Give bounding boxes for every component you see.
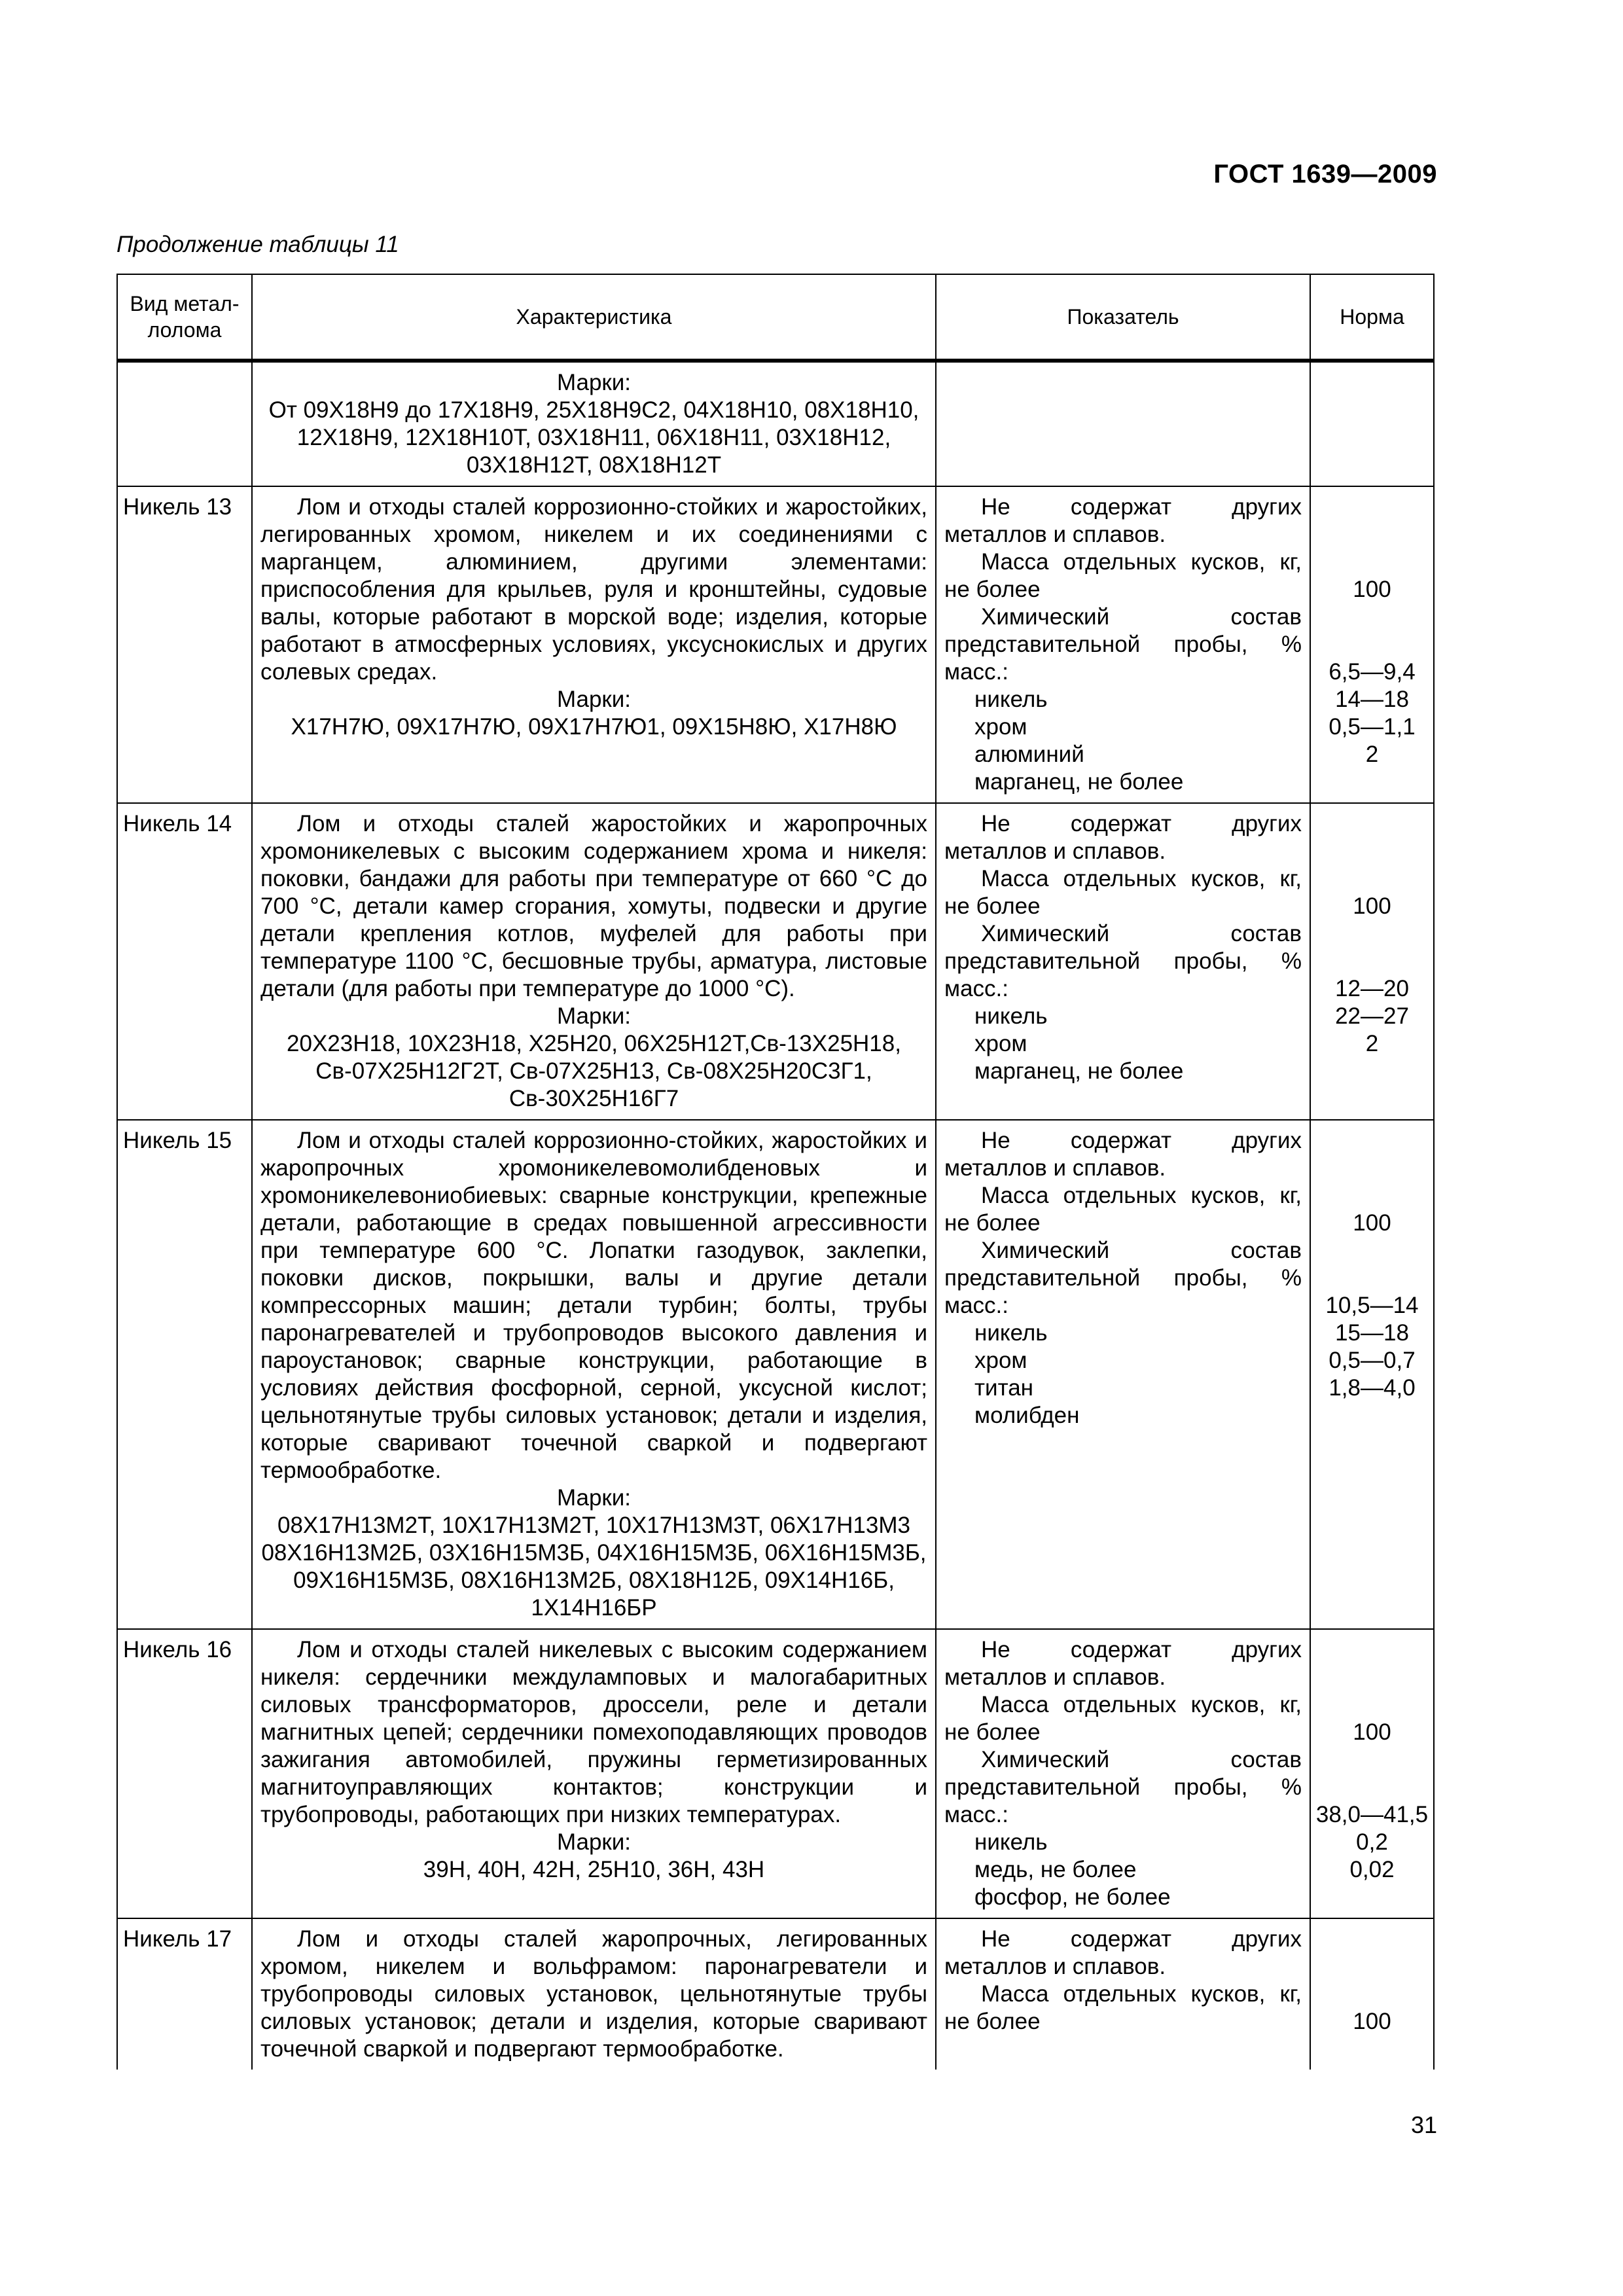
indicator-mass: Масса отдельных кусков, кг, не более	[944, 1981, 1302, 2034]
row-description: Лом и отходы сталей жаропрочных, легированных хромом, никелем и вольфрамом: паронагреватели и трубопроводы силовых установок, цельнотянутые трубы силовых установок; детали и изделия, которые сваривают точечной сваркой и подвергают термообработке.	[260, 1926, 927, 2062]
indicator-chem-composition: Химический состав представительной пробы, % масс.:	[944, 1238, 1302, 1318]
row-characteristic	[252, 486, 936, 803]
table-row	[117, 1629, 1434, 1918]
norm-element: 0,02	[1349, 1857, 1395, 1882]
norm-mass: 100	[1353, 2009, 1391, 2034]
element-name: никель	[974, 1003, 1048, 1029]
indicator-no-other-metals: Не содержат других металлов и сплавов.	[944, 1128, 1302, 1181]
norm-element: 1,8—4,0	[1329, 1375, 1416, 1401]
header-norm: Норма	[1310, 274, 1434, 361]
indicator-chem-composition: Химический состав представительной пробы, % масс.:	[944, 1747, 1302, 1827]
row-norm	[1310, 361, 1434, 486]
indicator-no-other-metals: Не содержат других металлов и сплавов.	[944, 1926, 1302, 1979]
row-description: Лом и отходы сталей коррозионно-стойких, жаростойких и жаропрочных хромоникелевомолибденовых и хромоникелевониобиевых: сварные конструкции, крепежные детали, работающие в средах повышенной агрессивности при температуре 600 °С. Лопатки газодувок, заклепки, поковки дисков, покрышки, валы и другие детали компрессорных машин; детали турбин; болты, трубы паронагревателей и трубопроводов высокого давления и пароустановок; сварные конструкции, работающие в условиях действия фосфорной, серной, уксусной кислот; цельнотянутые трубы силовых установок; детали и изделия, которые сваривают точечной сваркой и подвергают термообработке.	[260, 1128, 927, 1483]
table-header-row	[117, 274, 1434, 361]
marks-list: 08Х17Н13М2Т, 10Х17Н13М2Т, 10Х17Н13М3Т, 06Х17Н13М3 08Х16Н13М2Б, 03Х16Н15М3Б, 04Х16Н15М3Б, 06Х16Н15М3Б, 09Х16Н15М3Б, 08Х16Н13М2Б, 08Х18Н12Б, 09Х14Н16Б, 1Х14Н16БР	[261, 1513, 927, 1621]
norm-element: 0,5—1,1	[1329, 714, 1416, 740]
row-indicator	[936, 1629, 1310, 1918]
norm-element: 14—18	[1335, 687, 1409, 712]
row-norm	[1310, 1918, 1434, 2070]
row-kind: Никель 14	[117, 803, 252, 1120]
table-row	[117, 486, 1434, 803]
norm-element: 2	[1365, 1031, 1379, 1056]
row-description: Лом и отходы сталей коррозионно-стойких и жаростойких, легированных хромом, никелем и их соединениями с марганцем, алюминием, другими элементами: приспособления для крыльев, руля и кронштейны, судовые валы, которые работают в морской воде; изделия, которые работают в атмосферных условиях, уксуснокислых и других солевых средах.	[260, 494, 927, 685]
norm-mass: 100	[1353, 577, 1391, 602]
indicator-no-other-metals: Не содержат других металлов и сплавов.	[944, 811, 1302, 864]
indicator-no-other-metals: Не содержат других металлов и сплавов.	[944, 1637, 1302, 1690]
row-norm	[1310, 486, 1434, 803]
indicator-mass: Масса отдельных кусков, кг, не более	[944, 866, 1302, 919]
indicator-no-other-metals: Не содержат других металлов и сплавов.	[944, 494, 1302, 547]
element-name: хром	[974, 1031, 1027, 1056]
row-indicator	[936, 803, 1310, 1120]
header-indicator: Показатель	[936, 274, 1310, 361]
element-name: марганец, не более	[974, 769, 1184, 795]
norm-mass: 100	[1353, 893, 1391, 919]
row-characteristic	[252, 1918, 936, 2070]
element-name: никель	[974, 687, 1048, 712]
table-row	[117, 1120, 1434, 1629]
norm-mass: 100	[1353, 1719, 1391, 1745]
element-name: хром	[974, 714, 1027, 740]
row-norm	[1310, 1120, 1434, 1629]
marks-list: 20Х23Н18, 10Х23Н18, Х25Н20, 06Х25Н12Т,Св-13Х25Н18, Св-07Х25Н12Г2Т, Св-07Х25Н13, Св-08Х25Н20С3Г1, Св-30Х25Н16Г7	[287, 1031, 901, 1111]
element-name: молибден	[974, 1403, 1080, 1428]
marks-list: Х17Н7Ю, 09Х17Н7Ю, 09Х17Н7Ю1, 09Х15Н8Ю, Х17Н8Ю	[291, 714, 897, 740]
row-indicator	[936, 1918, 1310, 2070]
row-kind: Никель 16	[117, 1629, 252, 1918]
marks-list: От 09Х18Н9 до 17Х18Н9, 25Х18Н9С2, 04Х18Н10, 08Х18Н10, 12Х18Н9, 12Х18Н10Т, 03Х18Н11, 06Х18Н11, 03Х18Н12, 03Х18Н12Т, 08Х18Н12Т	[268, 397, 919, 478]
marks-label: Марки:	[556, 1829, 632, 1855]
row-indicator	[936, 361, 1310, 486]
row-kind	[117, 361, 252, 486]
header-characteristic: Характеристика	[252, 274, 936, 361]
indicator-mass: Масса отдельных кусков, кг, не более	[944, 549, 1302, 602]
marks-label: Марки:	[556, 370, 632, 395]
row-kind: Никель 17	[117, 1918, 252, 2070]
requirements-table	[116, 274, 1435, 2070]
marks-label: Марки:	[556, 1485, 632, 1511]
row-norm	[1310, 1629, 1434, 1918]
marks-list: 39Н, 40Н, 42Н, 25Н10, 36Н, 43Н	[423, 1857, 765, 1882]
row-description: Лом и отходы сталей жаростойких и жаропрочных хромоникелевых с высоким содержанием хрома и никеля: поковки, бандажи для работы при температуре от 660 °С до 700 °С, детали камер сгорания, хомуты, подвески и другие детали крепления котлов, муфелей для работы при температуре 1100 °С, бесшовные трубы, арматура, листовые детали (для работы при температуре до 1000 °С).	[260, 811, 927, 1001]
marks-label: Марки:	[556, 1003, 632, 1029]
marks-label: Марки:	[556, 687, 632, 712]
table-row	[117, 361, 1434, 486]
element-name: никель	[974, 1829, 1048, 1855]
indicator-chem-composition: Химический состав представительной пробы, % масс.:	[944, 604, 1302, 685]
norm-element: 0,2	[1356, 1829, 1388, 1855]
element-name: фосфор, не более	[974, 1884, 1171, 1910]
norm-element: 38,0—41,5	[1315, 1802, 1429, 1827]
standard-designation: ГОСТ 1639—2009	[1213, 160, 1437, 188]
norm-element: 12—20	[1335, 976, 1409, 1001]
norm-element: 0,5—0,7	[1329, 1348, 1416, 1373]
element-name: никель	[974, 1320, 1048, 1346]
element-name: титан	[974, 1375, 1034, 1401]
row-norm	[1310, 803, 1434, 1120]
element-name: марганец, не более	[974, 1058, 1184, 1084]
norm-element: 10,5—14	[1325, 1293, 1419, 1318]
table-row	[117, 1918, 1434, 2070]
row-indicator	[936, 486, 1310, 803]
row-description: Лом и отходы сталей никелевых с высоким содержанием никеля: сердечники междуламповых и малогабаритных силовых трансформаторов, дроссели, реле и детали магнитных цепей; сердечники помехоподавляющих проводов зажигания автомобилей, пружины герметизированных магнитоуправляющих контактов; конструкции и трубопроводы, работающих при низких температурах.	[260, 1637, 927, 1827]
row-characteristic	[252, 1120, 936, 1629]
table-continuation-caption: Продолжение таблицы 11	[116, 232, 399, 257]
norm-element: 6,5—9,4	[1329, 659, 1416, 685]
indicator-mass: Масса отдельных кусков, кг, не более	[944, 1692, 1302, 1745]
indicator-mass: Масса отдельных кусков, кг, не более	[944, 1183, 1302, 1236]
page-number: 31	[1410, 2111, 1437, 2138]
norm-element: 15—18	[1335, 1320, 1409, 1346]
header-kind-line1: Вид метал-	[130, 292, 240, 315]
row-characteristic	[252, 803, 936, 1120]
row-kind: Никель 15	[117, 1120, 252, 1629]
element-name: медь, не более	[974, 1857, 1137, 1882]
norm-element: 2	[1365, 742, 1379, 767]
norm-element: 22—27	[1335, 1003, 1409, 1029]
header-kind-line2: лолома	[147, 318, 222, 342]
header-kind	[117, 274, 252, 361]
row-characteristic	[252, 361, 936, 486]
element-name: хром	[974, 1348, 1027, 1373]
element-name: алюминий	[974, 742, 1084, 767]
norm-mass: 100	[1353, 1210, 1391, 1236]
row-kind: Никель 13	[117, 486, 252, 803]
indicator-chem-composition: Химический состав представительной пробы, % масс.:	[944, 921, 1302, 1001]
row-characteristic	[252, 1629, 936, 1918]
table-row	[117, 803, 1434, 1120]
row-indicator	[936, 1120, 1310, 1629]
